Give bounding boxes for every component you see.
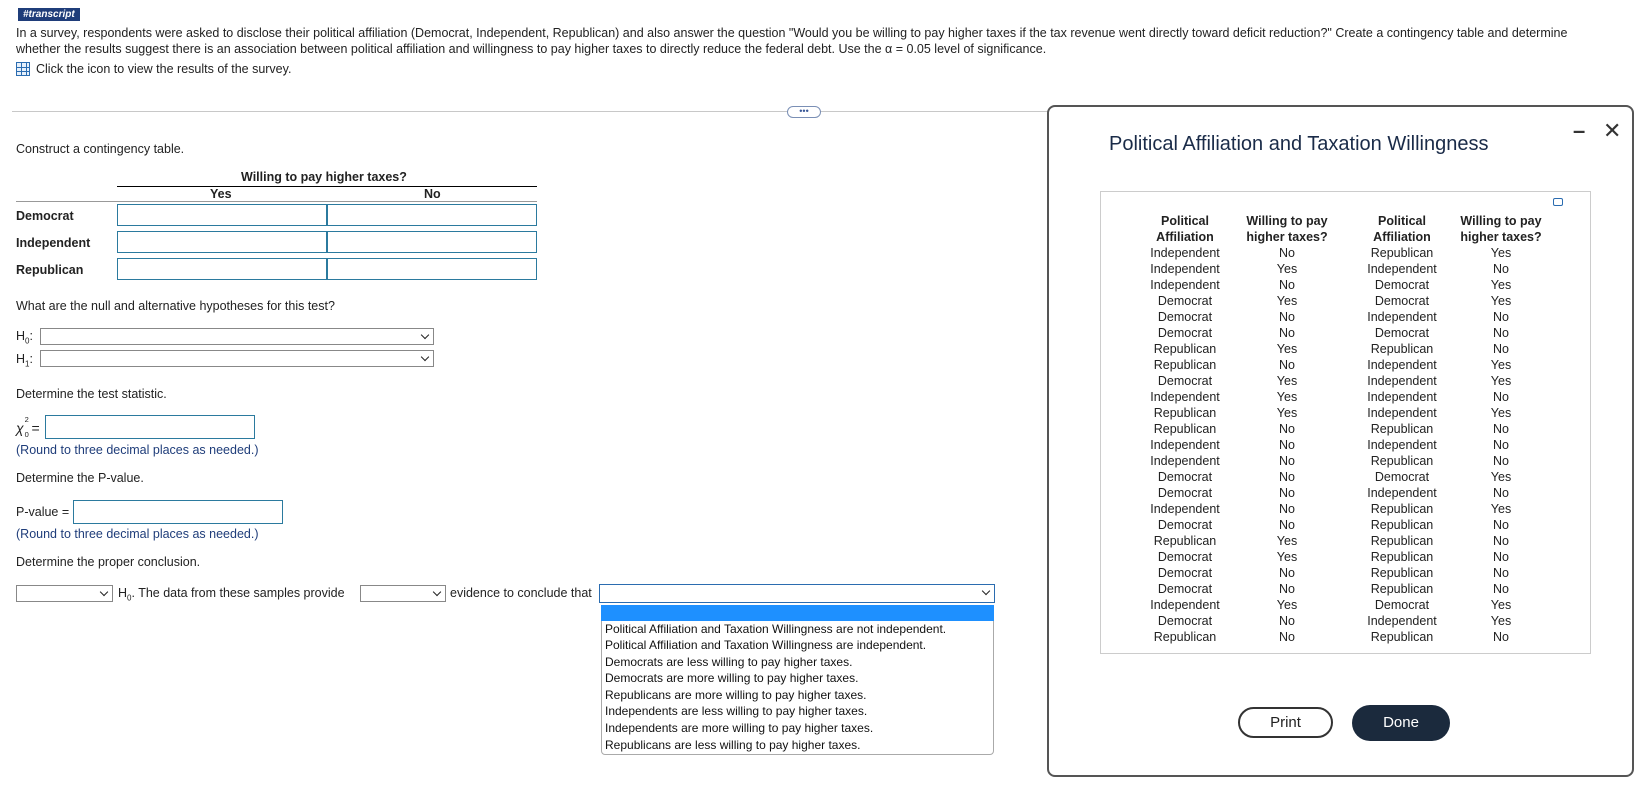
survey-cell: No [1493, 550, 1509, 564]
panel-title: Political Affiliation and Taxation Willingness [1109, 133, 1489, 155]
survey-cell: No [1279, 582, 1295, 596]
dropdown-option[interactable]: Independents are less willing to pay higher taxes. [605, 704, 868, 718]
survey-cell: No [1279, 614, 1295, 628]
survey-cell: No [1493, 454, 1509, 468]
survey-cell: Republican [1370, 630, 1434, 644]
survey-cell: Yes [1276, 342, 1298, 356]
survey-cell: Yes [1276, 406, 1298, 420]
survey-cell: No [1279, 518, 1295, 532]
survey-cell: Independent [1367, 614, 1437, 628]
dropdown-option[interactable]: Political Affiliation and Taxation Willingness are independent. [605, 638, 927, 652]
survey-cell: No [1493, 486, 1509, 500]
survey-cell: No [1493, 534, 1509, 548]
survey-cell: Yes [1276, 534, 1298, 548]
survey-cell: Independent [1367, 486, 1437, 500]
chi-square-label: χ 2 0 = [16, 415, 40, 439]
survey-cell: Democrat [1157, 470, 1213, 484]
table-subheader-line [16, 201, 537, 202]
survey-cell: Yes [1490, 278, 1512, 292]
survey-cell: Republican [1153, 406, 1217, 420]
survey-cell: Democrat [1374, 326, 1430, 340]
survey-cell: Republican [1153, 630, 1217, 644]
survey-cell: Democrat [1374, 470, 1430, 484]
survey-cell: Republican [1370, 550, 1434, 564]
survey-cell: Independent [1367, 358, 1437, 372]
survey-cell: Independent [1367, 310, 1437, 324]
table-title: Willing to pay higher taxes? [241, 170, 407, 184]
survey-cell: No [1493, 566, 1509, 580]
survey-cell: Independent [1150, 598, 1220, 612]
survey-cell: No [1279, 422, 1295, 436]
survey-cell: Democrat [1157, 518, 1213, 532]
divider [12, 111, 1052, 112]
row-label-independent: Independent [16, 236, 91, 250]
table-header-line [117, 186, 537, 187]
survey-cell: No [1493, 390, 1509, 404]
conclusion-label: Determine the proper conclusion. [16, 555, 201, 569]
survey-cell: Democrat [1157, 294, 1213, 308]
survey-cell: Independent [1367, 438, 1437, 452]
survey-cell: No [1279, 246, 1295, 260]
survey-cell: Republican [1153, 358, 1217, 372]
survey-cell: No [1279, 502, 1295, 516]
dropdown-option[interactable]: Political Affiliation and Taxation Willingness are not independent. [605, 622, 947, 636]
cell-republican-no[interactable] [327, 258, 537, 280]
dropdown-option[interactable]: Republicans are less willing to pay higher taxes. [605, 738, 861, 752]
pvalue-label: Determine the P-value. [16, 471, 144, 485]
col-header-no: No [424, 187, 441, 201]
survey-cell: No [1493, 342, 1509, 356]
survey-cell: Yes [1276, 374, 1298, 388]
survey-cell: Democrat [1157, 310, 1213, 324]
survey-cell: No [1493, 582, 1509, 596]
survey-cell: Yes [1490, 294, 1512, 308]
survey-cell: Yes [1490, 246, 1512, 260]
survey-cell: No [1279, 278, 1295, 292]
survey-cell: No [1279, 486, 1295, 500]
survey-cell: Independent [1150, 438, 1220, 452]
survey-cell: Democrat [1157, 486, 1213, 500]
col-willing-right: Willing to pay higher taxes? Yes No Yes Yes No No No Yes Yes No Yes No No No Yes No Yes No No No No No Yes Yes No [1446, 213, 1556, 645]
survey-cell: No [1493, 422, 1509, 436]
survey-cell: Yes [1276, 262, 1298, 276]
survey-cell: Independent [1367, 406, 1437, 420]
drag-handle[interactable]: ••• [787, 106, 821, 118]
evidence-select[interactable] [360, 585, 446, 602]
survey-cell: Independent [1150, 390, 1220, 404]
survey-cell: Yes [1490, 614, 1512, 628]
survey-cell: Yes [1490, 502, 1512, 516]
cell-republican-yes[interactable] [117, 258, 327, 280]
survey-cell: Democrat [1157, 550, 1213, 564]
transcript-badge[interactable]: #transcript [18, 8, 80, 21]
survey-cell: Republican [1370, 502, 1434, 516]
survey-cell: No [1279, 566, 1295, 580]
hypotheses-label: What are the null and alternative hypotheses for this test? [16, 299, 335, 313]
survey-cell: No [1279, 630, 1295, 644]
survey-cell: Republican [1370, 342, 1434, 356]
survey-cell: Democrat [1157, 614, 1213, 628]
survey-cell: No [1279, 454, 1295, 468]
survey-cell: Independent [1150, 246, 1220, 260]
survey-cell: Yes [1490, 470, 1512, 484]
survey-cell: No [1279, 310, 1295, 324]
reject-select[interactable] [16, 585, 113, 602]
done-button[interactable]: Done [1352, 705, 1450, 741]
dropdown-option[interactable]: Republicans are more willing to pay higher taxes. [605, 688, 867, 702]
survey-cell: Independent [1367, 390, 1437, 404]
print-button[interactable]: Print [1238, 707, 1333, 738]
survey-cell: Democrat [1157, 582, 1213, 596]
col-affiliation-right: Political Affiliation Republican Independent Democrat Democrat Independent Democrat Republican Independent Independent Independent Independent Republican Independent Republican Democrat Independent Republican Republican Republican Republican Republican Republican Democrat Independent Republican [1357, 213, 1447, 645]
dropdown-option[interactable]: Democrats are more willing to pay higher taxes. [605, 671, 859, 685]
problem-statement: In a survey, respondents were asked to disclose their political affiliation (Democrat, Independent, Republican) and also answer the question "Would you be willing to pay higher taxes if the tax revenue went directly toward deficit reduction?" Create a contingency table and determine whether the results suggest there is an association between political affiliation and willingness to pay higher taxes to directly reduce the federal debt. Use the α = 0.05 level of significance. [16, 26, 1568, 56]
survey-cell: Republican [1370, 246, 1434, 260]
survey-cell: Democrat [1374, 598, 1430, 612]
survey-cell: No [1493, 438, 1509, 452]
survey-cell: No [1493, 630, 1509, 644]
minimize-button[interactable]: – [1573, 118, 1586, 143]
survey-cell: Independent [1150, 262, 1220, 276]
survey-cell: Republican [1370, 422, 1434, 436]
survey-cell: Republican [1370, 518, 1434, 532]
h1-label: $H_1$: [16, 352, 33, 369]
survey-cell: Republican [1153, 422, 1217, 436]
survey-cell: Yes [1276, 598, 1298, 612]
survey-cell: No [1279, 358, 1295, 372]
survey-cell: Democrat [1157, 326, 1213, 340]
view-results-link[interactable] [16, 62, 291, 76]
conclusion-end: evidence to conclude that [450, 586, 592, 600]
conclusion-h0: $H_0$. The data from these samples provide [118, 586, 345, 603]
survey-cell: Yes [1490, 598, 1512, 612]
survey-cell: Republican [1370, 454, 1434, 468]
survey-cell: Independent [1150, 278, 1220, 292]
survey-cell: Independent [1367, 374, 1437, 388]
copy-icon[interactable] [1553, 198, 1563, 206]
survey-cell: Yes [1276, 294, 1298, 308]
survey-cell: No [1493, 518, 1509, 532]
col-affiliation-left: Political Affiliation Independent Independent Independent Democrat Democrat Democrat Republican Republican Democrat Independent Republican Republican Independent Independent Democrat Democrat Independent Democrat Republican Democrat Democrat Democrat Independent Democrat Republican [1145, 213, 1225, 645]
survey-cell: No [1493, 262, 1509, 276]
row-label-republican: Republican [16, 263, 84, 277]
survey-cell: Democrat [1374, 294, 1430, 308]
cell-independent-no[interactable] [327, 231, 537, 253]
construct-label: Construct a contingency table. [16, 142, 185, 156]
chi-square-input[interactable] [45, 415, 255, 439]
close-button[interactable]: ✕ [1603, 118, 1622, 143]
survey-cell: Republican [1370, 582, 1434, 596]
view-results-text: Click the icon to view the results of the survey. [36, 62, 292, 76]
survey-cell: Republican [1153, 534, 1217, 548]
col-header-yes: Yes [210, 187, 232, 201]
h1-select[interactable] [40, 350, 434, 367]
survey-cell: No [1493, 310, 1509, 324]
test-stat-label: Determine the test statistic. [16, 387, 167, 401]
round-hint-1: (Round to three decimal places as needed.) [16, 443, 259, 457]
survey-cell: Yes [1490, 358, 1512, 372]
survey-cell: No [1493, 326, 1509, 340]
h0-select[interactable] [40, 328, 434, 345]
pvalue-prefix: P-value = [16, 505, 70, 519]
survey-cell: Republican [1153, 342, 1217, 356]
survey-cell: Independent [1150, 502, 1220, 516]
survey-cell: Republican [1370, 534, 1434, 548]
survey-cell: Democrat [1157, 374, 1213, 388]
survey-cell: Yes [1276, 390, 1298, 404]
survey-cell: No [1279, 470, 1295, 484]
survey-cell: No [1279, 438, 1295, 452]
survey-cell: Independent [1367, 262, 1437, 276]
cell-democrat-yes[interactable] [117, 204, 327, 226]
pvalue-input[interactable] [73, 500, 283, 524]
row-label-democrat: Democrat [16, 209, 74, 223]
dropdown-option[interactable]: Independents are more willing to pay higher taxes. [605, 721, 874, 735]
cell-independent-yes[interactable] [117, 231, 327, 253]
survey-cell: Yes [1490, 406, 1512, 420]
survey-cell: No [1279, 326, 1295, 340]
survey-cell: Democrat [1374, 278, 1430, 292]
dropdown-highlight[interactable] [601, 605, 994, 621]
survey-cell: Yes [1490, 374, 1512, 388]
table-icon[interactable] [16, 62, 30, 76]
survey-cell: Democrat [1157, 566, 1213, 580]
survey-cell: Republican [1370, 566, 1434, 580]
h0-label: $H_0$: [16, 329, 33, 346]
survey-cell: Yes [1276, 550, 1298, 564]
round-hint-2: (Round to three decimal places as needed.) [16, 527, 259, 541]
col-willing-left: Willing to pay higher taxes? No Yes No Yes No No Yes No Yes Yes Yes No No No No No No No Yes Yes No No Yes No No [1232, 213, 1342, 645]
dropdown-option[interactable]: Democrats are less willing to pay higher taxes. [605, 655, 853, 669]
cell-democrat-no[interactable] [327, 204, 537, 226]
conclusion-select[interactable] [599, 584, 995, 603]
survey-cell: Independent [1150, 454, 1220, 468]
